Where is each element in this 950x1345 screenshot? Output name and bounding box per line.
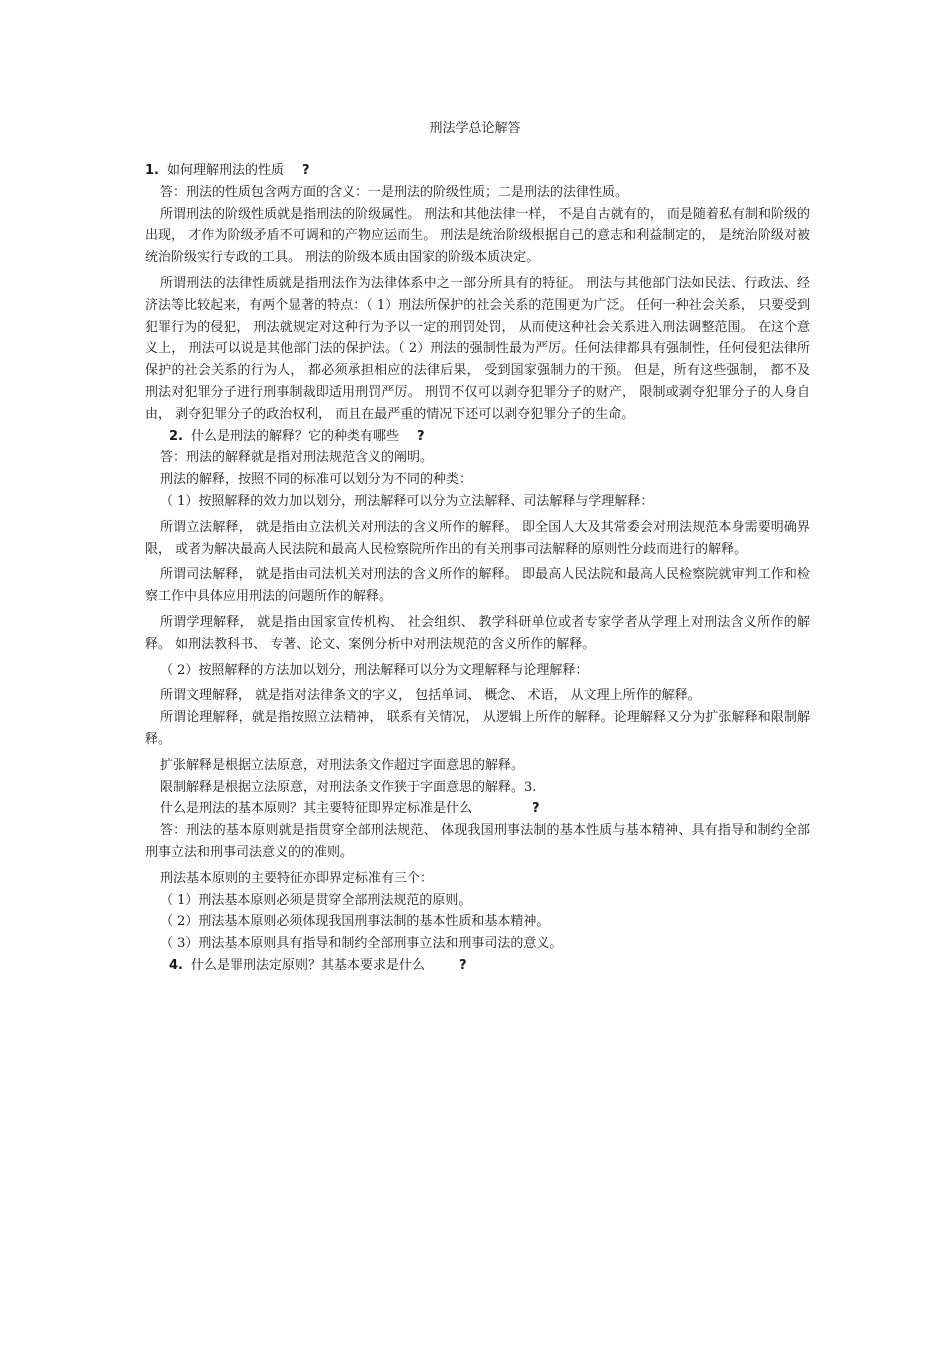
answer-1-legal-nature: 所谓刑法的法律性质就是指刑法作为法律体系中之一部分所具有的特征。 刑法与其他部门法如民法、行政法、经济法等比较起来，有两个显著的特点：（ 1）刑法所保护的社会关系的范围更为广泛。 任何一种社会关系， 只要受到犯罪行为的侵犯， 刑法就规定对这种行为予以一定的刑罚处罚， 从而使这种社会关系进入刑法调整范围。 在这个意义上， 刑法可以说是其他部门法的保护法。（ 2）刑法的强制性最为严厉。任何法律都具有强制性，任何侵犯法律所保护的社会关系的行为人， 都必须承担相应的法律后果， 受到国家强制力的干预。 但是，所有这些强制， 都不及刑法对犯罪分子进行刑事制裁即适用刑罚严厉。 刑罚不仅可以剥夺犯罪分子的财产， 限制或剥夺犯罪分子的人身自由， 剥夺犯罪分子的政治权利， 而且在最严重的情况下还可以剥夺犯罪分子的生命。 bbox=[145, 275, 810, 422]
question-2-number: 2. bbox=[169, 428, 183, 444]
question-3-mark: ? bbox=[532, 801, 540, 817]
answer-2-definition: 答：刑法的解释就是指对刑法规范含义的阐明。 bbox=[160, 450, 434, 466]
question-3-text: 什么是刑法的基本原则？其主要特征即界定标准是什么 bbox=[160, 801, 473, 817]
answer-2-by-method: （ 2）按照解释的方法加以划分，刑法解释可以分为文理解释与论理解释： bbox=[160, 662, 589, 678]
feature-2: （ 2）刑法基本原则必须体现我国刑事法制的基本性质和基本精神。 bbox=[160, 914, 550, 930]
literal-interpretation: 所谓文理解释， 就是指对法律条文的字义， 包括单词、 概念、 术语， 从文理上所作的解释。 bbox=[160, 688, 701, 704]
logical-interpretation: 所谓论理解释，就是指按照立法精神， 联系有关情况， 从逻辑上所作的解释。论理解释又分为扩张解释和限制解释。 bbox=[145, 710, 810, 747]
document-body bbox=[145, 160, 810, 977]
answer-1-intro: 答：刑法的性质包含两方面的含义：一是刑法的阶级性质；二是刑法的法律性质。 bbox=[160, 184, 629, 200]
academic-interpretation: 所谓学理解释， 就是指由国家宣传机构、 社会组织、 教学科研单位或者专家学者从学理上对刑法含义所作的解释。 如刑法教科书、 专著、论文、案例分析中对刑法规范的含义所作的解释。 bbox=[145, 614, 810, 652]
answer-3-features-intro: 刑法基本原则的主要特征亦即界定标准有三个： bbox=[160, 870, 434, 886]
feature-3: （ 3）刑法基本原则具有指导和制约全部刑事立法和刑事司法的意义。 bbox=[160, 936, 563, 952]
judicial-interpretation: 所谓司法解释， 就是指由司法机关对刑法的含义所作的解释。 即最高人民法院和最高人民检察院就审判工作和检察工作中具体应用刑法的问题所作的解释。 bbox=[145, 567, 810, 605]
question-2-text: 什么是刑法的解释？它的种类有哪些 bbox=[190, 428, 399, 444]
expansive-interpretation: 扩张解释是根据立法原意，对刑法条文作超过字面意思的解释。 bbox=[160, 757, 525, 773]
question-2 bbox=[145, 426, 810, 448]
document-title: 刑法学总论解答 bbox=[429, 121, 521, 136]
question-1-text: 如何理解刑法的性质 bbox=[166, 163, 284, 178]
legislative-interpretation: 所谓立法解释， 就是指由立法机关对刑法的含义所作的解释。 即全国人大及其常委会对刑法规范本身需要明确界限， 或者为解决最高人民法院和最高人民检察院所作出的有关刑事司法解释的原则性分歧而进行的解释。 bbox=[145, 519, 810, 557]
question-1-mark: ? bbox=[302, 163, 310, 178]
question-4 bbox=[145, 955, 810, 977]
answer-2-types-intro: 刑法的解释，按照不同的标准可以划分为不同的种类： bbox=[160, 472, 473, 488]
answer-3-definition: 答：刑法的基本原则就是指贯穿全部刑法规范、 体现我国刑事法制的基本性质与基本精神、具有指导和制约全部刑事立法和刑事司法意义的的准则。 bbox=[145, 823, 810, 860]
answer-1-class-nature: 所谓刑法的阶级性质就是指刑法的阶级属性。 刑法和其他法律一样， 不是自古就有的， 而是随着私有制和阶级的出现， 才作为阶级矛盾不可调和的产物应运而生。 刑法是统治阶级根据自己的意志和利益制定的， 是统治阶级对被统治阶级实行专政的工具。 刑法的阶级本质由国家的阶级本质决定。 bbox=[145, 206, 810, 266]
question-3 bbox=[145, 798, 810, 820]
answer-2-by-effect: （ 1）按照解释的效力加以划分，刑法解释可以分为立法解释、司法解释与学理解释： bbox=[160, 493, 654, 509]
question-1-number: 1. bbox=[145, 163, 159, 178]
question-4-number: 4. bbox=[169, 957, 183, 973]
restrictive-interpretation: 限制解释是根据立法原意，对刑法条文作狭于字面意思的解释。3. bbox=[160, 779, 537, 795]
question-1 bbox=[145, 160, 810, 182]
question-4-text: 什么是罪刑法定原则？其基本要求是什么 bbox=[190, 957, 425, 973]
feature-1: （ 1）刑法基本原则必须是贯穿全部刑法规范的原则。 bbox=[160, 892, 472, 908]
question-2-mark: ? bbox=[417, 428, 425, 444]
question-4-mark: ? bbox=[459, 957, 467, 973]
